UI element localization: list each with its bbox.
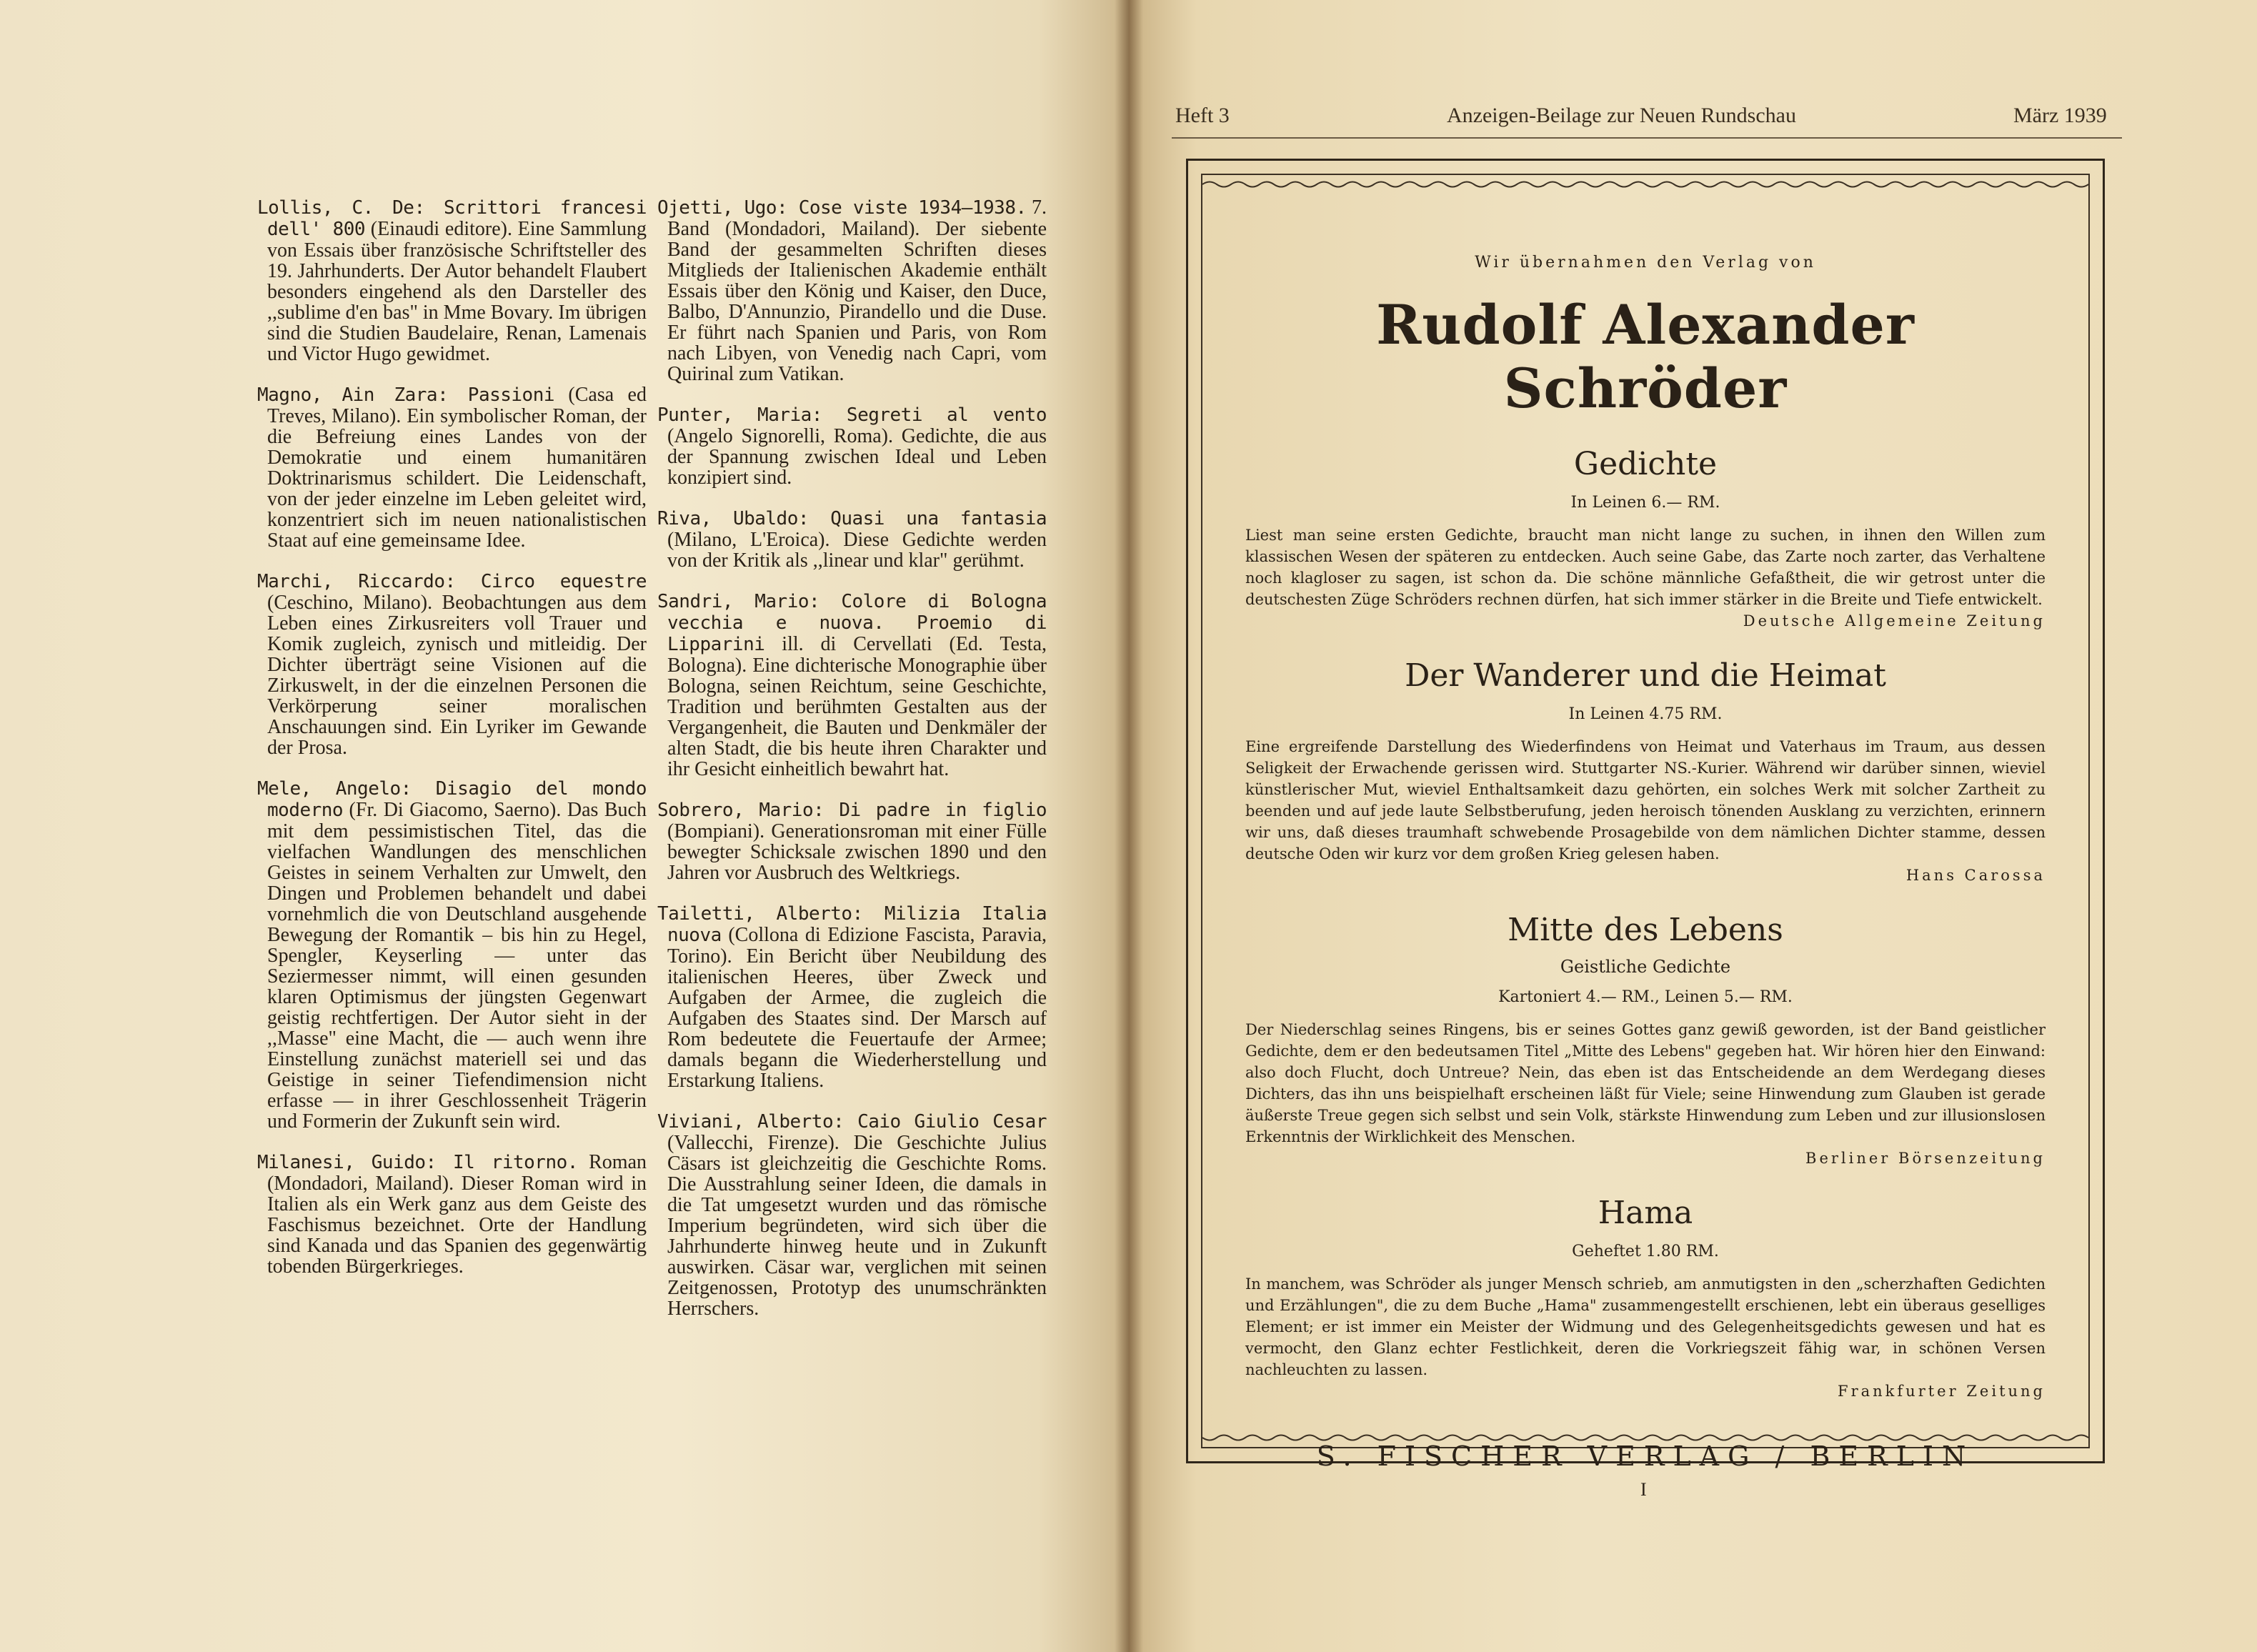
- advertisement-frame: [1186, 159, 2105, 1472]
- entry-text: (Collona di Edizione Fascista, Paravia, Torino). Ein Bericht über Neubildung des italienischen Heeres, über Zweck und Aufgaben der Armee, die zugleich die Aufgaben des Staates sind. Der Marsch auf Rom bedeutete die Feuertaufe der Armee; damals begann die Wiederherstellung und Erstarkung Italiens.: [667, 924, 1047, 1092]
- entry-text: (Ceschino, Milano). Beobachtungen aus dem Leben eines Zirkusreiters voll Trauer und Komik zugleich, zynisch und mitleidig. Der Dichter überträgt seine Visionen auf die Zirkuswelt, in der die einzelnen Personen die Verkörperung seiner moralischen Anschauungen sind. Ein Lyriker im Gewande der Prosa.: [267, 592, 647, 759]
- book-price: Geheftet 1.80 RM.: [1572, 1243, 1719, 1260]
- review-entry: [257, 197, 647, 364]
- entry-text: (Vallecchi, Firenze). Die Geschichte Julius Cäsars ist gleichzeitig die Geschichte Roms. Die Ausstrahlung seiner Ideen, die damals in die Tat umgesetzt wurden und das römische Imperium begründeten, wird sich über die Jahrhunderte hinweg heute und in Zukunft auswirken. Cäsar war, verglichen mit seinen Zeitgenossen, Prototyp des unumschränkten Herrschers.: [667, 1132, 1047, 1320]
- entry-heading: Sobrero, Mario: Di padre in figlio: [657, 800, 1047, 821]
- advertisement-inner-frame: [1201, 174, 2090, 1472]
- entry-heading: Sandri, Mario: Colore di Bologna vecchia e nuova. Proemio di Lipparini: [657, 591, 1047, 655]
- entry-heading: Milanesi, Guido: Il ritorno.: [257, 1152, 578, 1173]
- review-entry: [657, 508, 1047, 571]
- review-entry: [657, 197, 1047, 384]
- book-review: [1245, 736, 2046, 886]
- review-source: Hans Carossa: [1905, 867, 2046, 884]
- book-price: In Leinen 6.— RM.: [1570, 494, 1720, 512]
- review-text: Eine ergreifende Darstellung des Wiederfindens von Heimat und Vaterhaus im Traum, aus dessen Seligkeit der Erwachende gerissen wird. Stuttgarter NS.-Kurier. Während wir darüber sinnen, wieviel künstlerischer Mut, wieviel Enthaltsamkeit dazu gehörten, ein solches Werk mit solcher Zartheit zu beenden und auf jede laute Selbstberufung, jeden heroisch tönenden Ausklang zu verzichten, erinnern wir uns, daß dieses traumhaft schwebende Prosagebilde von dem nämlichen Dichter stamme, dessen deutsche Oden wir kurz vor dem großen Krieg gelesen haben.: [1245, 738, 2046, 862]
- book-price: In Leinen 4.75 RM.: [1568, 705, 1723, 723]
- review-text: In manchem, was Schröder als junger Mensch schrieb, am anmutigsten in den „scherzhaften Gedichten und Erzählungen", die zu dem Buche „Hama" zusammengestellt erschienen, lebt ein überaus geselliges Element; er ist immer ein Meister der Widmung und des Gelegenheitsgedichts gewesen und hat es vermocht, den Glanz echter Festlichkeit, deren die Vorkriegszeit fähig war, in schönen Versen nachleuchten zu lassen.: [1245, 1275, 2046, 1378]
- review-entry: [257, 778, 647, 1132]
- entry-text: ill. di Cervellati (Ed. Testa, Bologna). Eine dichterische Monographie über Bologna, seinen Reichtum, seine Geschichte, Tradition und berühmten Gestalten aus der Vergangenheit, die Bauten und Denkmäler der alten Stadt, die bis heute ihren Charakter und ihr Gesicht einheitlich bewahrt hat.: [667, 633, 1047, 780]
- review-entry: [657, 1111, 1047, 1319]
- book-gutter: [1115, 0, 1143, 1652]
- entry-text: 7. Band (Mondadori, Mailand). Der siebente Band der gesammelten Schriften dieses Mitglieds der Italienischen Akademie enthält Essais über den König und Kaiser, den Duce, Balbo, D'Annunzio, Pirandello und die Duse. Er führt nach Spanien und Paris, von Rom nach Libyen, von Venedig nach Capri, vom Quirinal zum Vatikan.: [667, 196, 1047, 385]
- review-source: Deutsche Allgemeine Zeitung: [1743, 612, 2046, 630]
- book-title: Gedichte: [1573, 446, 1718, 482]
- entry-heading: Magno, Ain Zara: Passioni: [257, 384, 555, 406]
- entry-heading: Lollis, C. De: Scrittori francesi dell' 800: [257, 197, 647, 240]
- review-column-1: [257, 177, 647, 1293]
- entry-text: (Bompiani). Generationsroman mit einer Fülle bewegter Schicksale zwischen 1890 und den Jahren vor Ausbruch des Weltkriegs.: [667, 820, 1047, 884]
- page-number: I: [1640, 1479, 1647, 1500]
- publisher-line: S. FISCHER VERLAG / BERLIN: [1316, 1440, 1975, 1472]
- review-entry: [657, 591, 1047, 780]
- review-entry: [657, 903, 1047, 1091]
- review-source: Frankfurter Zeitung: [1838, 1383, 2046, 1400]
- entry-heading: Viviani, Alberto: Caio Giulio Cesar: [657, 1111, 1047, 1133]
- header-title: Anzeigen-Beilage zur Neuen Rundschau: [1447, 104, 1796, 127]
- review-entry: [257, 384, 647, 551]
- review-source: Berliner Börsenzeitung: [1805, 1150, 2046, 1167]
- entry-heading: Ojetti, Ugo: Cose viste 1934—1938.: [657, 197, 1027, 219]
- book-review: [1245, 1019, 2046, 1169]
- entry-heading: Mele, Angelo: Disagio del mondo moderno: [257, 778, 647, 821]
- book-title: Hama: [1598, 1195, 1693, 1231]
- review-entry: [257, 1152, 647, 1277]
- book-price: Kartoniert 4.— RM., Leinen 5.— RM.: [1498, 988, 1793, 1006]
- book-title: Mitte des Lebens: [1508, 912, 1783, 948]
- entry-text: (Milano, L'Eroica). Diese Gedichte werden von der Kritik als ,,linear und klar" gerühmt.: [667, 529, 1047, 572]
- review-text: Der Niederschlag seines Ringens, bis er seines Gottes ganz gewiß geworden, ist der Band geistlicher Gedichte, dem er den bedeutsamen Titel „Mitte des Lebens" gegeben hat. Wir hören hier den Einwand: also doch Flucht, doch Untreue? Nein, das eben ist das Entscheidende an dem Werdegang dieses Dichters, das ihn uns beispielhaft erscheinen läßt für Viele; seine Hinwendung zum Glauben ist gerade äußerste Treue gegen sich selbst und sein Volk, stärkste Hinwendung zum Leben und zur illusionslosen Erkenntnis der Wirklichkeit des Menschen.: [1245, 1021, 2046, 1145]
- review-text: Liest man seine ersten Gedichte, braucht man nicht lange zu suchen, in ihnen den Willen zum klassischen Wesen der späteren zu entdecken. Auch seine Gabe, das Zarte noch zarter, das Verhaltene noch klagloser zu sagen, ist schon da. Die schöne männliche Gefaßtheit, die wir getrost unter die deutschesten Züge Schröders rechnen dürfen, hat sich immer stärker in die Breite und Tiefe entwickelt.: [1245, 527, 2046, 608]
- entry-heading: Punter, Maria: Segreti al vento: [657, 404, 1047, 426]
- entry-heading: Marchi, Riccardo: Circo equestre: [257, 571, 647, 592]
- advertisement-content: [1245, 225, 2046, 1472]
- entry-heading: Tailetti, Alberto: Milizia Italia nuova: [657, 903, 1047, 946]
- book-review: [1245, 1273, 2046, 1402]
- book-review: [1245, 524, 2046, 632]
- header-rule: [1172, 137, 2122, 139]
- ornament-border-top: [1202, 179, 2088, 189]
- entry-heading: Riva, Ubaldo: Quasi una fantasia: [657, 508, 1047, 529]
- ad-intro: Wir übernahmen den Verlag von: [1475, 254, 1816, 272]
- review-entry: [257, 571, 647, 758]
- book-title: Der Wanderer und die Heimat: [1405, 657, 1886, 694]
- review-column-2: [657, 177, 1047, 1335]
- entry-text: (Einaudi editore). Eine Sammlung von Essais über französische Schriftsteller des 19. Jahrhunderts. Der Autor behandelt Flaubert besonders eingehend als den Darsteller des ,,sublime d'en bas" in Mme Bovary. Im übrigen sind die Studien Baudelaire, Renan, Lamenais und Victor Hugo gewidmet.: [267, 218, 647, 365]
- book-subtitle: Geistliche Gedichte: [1560, 957, 1731, 977]
- entry-text: (Fr. Di Giacomo, Saerno). Das Buch mit dem pessimistischen Titel, das die vielfachen Wandlungen des menschlichen Geistes in seinem Verhalten zur Umwelt, den Dingen und Problemen behandelt und dabei vornehmlich die von Deutschland ausgehende Bewegung der Romantik – bis hin zu Hegel, Spengler, Keyserling — unter das Seziermesser nimmt, will einen gesunden klaren Optimismus der jüngsten Gegenwart geistig rechtfertigen. Der Autor sieht in der ,,Masse" eine Macht, die — auch wenn ihre Einstellung zunächst materiell sei und das Geistige in seiner Tiefendimension nicht erfasse — in ihrer Geschlossenheit Trägerin und Formerin der Zukunft sein wird.: [267, 799, 647, 1133]
- header-date: März 1939: [2013, 104, 2107, 127]
- header-issue: Heft 3: [1175, 104, 1230, 127]
- entry-text: (Angelo Signorelli, Roma). Gedichte, die aus der Spannung zwischen Ideal und Leben konzipiert sind.: [667, 425, 1047, 489]
- review-entry: [657, 404, 1047, 488]
- entry-text: (Casa ed Treves, Milano). Ein symbolischer Roman, der die Befreiung eines Landes von der Demokratie und einem humanitären Doktrinarismus schildert. Die Leidenschaft, von der jeder einzelne im Leben geleitet wird, konzentriert sich im neuen nationalistischen Staat auf eine gemeinsame Idee.: [267, 384, 647, 552]
- entry-text: Roman (Mondadori, Mailand). Dieser Roman wird in Italien als ein Werk ganz aus dem Geiste des Faschismus bezeichnet. Orte der Handlung sind Kanada und das Spanien des gegenwärtig tobenden Bürgerkrieges.: [267, 1151, 647, 1278]
- ad-author: Rudolf Alexander Schröder: [1376, 293, 1915, 420]
- review-entry: [657, 800, 1047, 883]
